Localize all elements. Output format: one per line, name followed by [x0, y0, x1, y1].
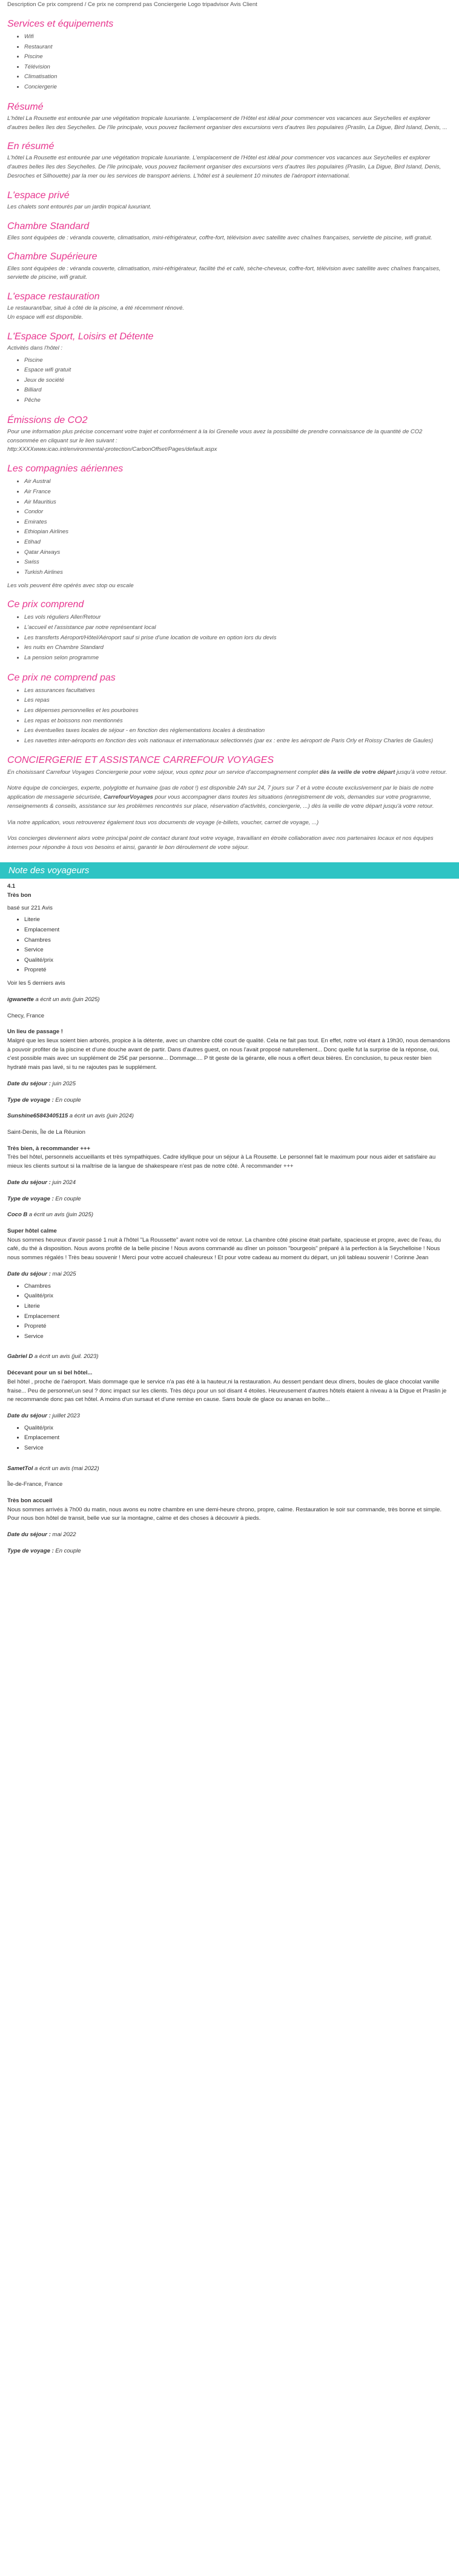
- services-list: [7, 32, 452, 93]
- review-text: Très bel hôtel, personnels accueillants et très sympathiques. Cadre idyllique pour un séjour à La Rousette. Le personnel fait le maximum pour nous aider et satisfaire au mieux les clients surtout si la maîtrise de la langue de shakespeare n'est pas de notre côté. À recommander +++: [7, 1154, 436, 1170]
- review-item: [7, 1203, 452, 1342]
- review-author-line: [7, 1211, 452, 1220]
- list-item: • Emplacement: [24, 925, 452, 936]
- list-item: • Les transferts Aéroport/Hôtel/Aéroport sauf si prise d'une location de voiture en option lors du devis: [24, 633, 452, 644]
- review-author[interactable]: SametTol: [7, 1465, 33, 1472]
- rating-score: 4.1: [7, 883, 16, 890]
- list-item: • Télévision: [24, 62, 452, 73]
- review-trip-type-label: Type de voyage :: [7, 1547, 54, 1554]
- list-item: • Emplacement: [24, 1433, 452, 1443]
- top-breadcrumb-line: Description Ce prix comprend / Ce prix ne comprend pas Conciergerie Logo tripadvisor Avis Client: [7, 1, 257, 8]
- review-date-value: juin 2024: [50, 1179, 76, 1186]
- list-item: • Qualité/prix: [24, 1423, 452, 1434]
- en-resume-text: L'hôtel La Rousette est entourée par une végétation tropicale luxuriante. L'emplacement de l'Hôtel est idéal pour commencer vos vacances aux Seychelles et explorer d'autres belles îles des Seychelles. De l'île principale, vous pouvez facilement organiser des excursions vers d'autres îles populaires (Praslin, La Digue, Bird Island, Denis, Desroches et Silhouette) par la mer ou les services de transport aériens. L'hôtel est à seulement 10 minutes de l'aéroport international.: [7, 155, 441, 179]
- review-author[interactable]: Coco B: [7, 1211, 28, 1219]
- en-resume-title: En résumé: [7, 141, 54, 152]
- review-by: a écrit un avis (juin 2024): [68, 1113, 134, 1120]
- review-by: a écrit un avis (juin 2025): [27, 1211, 94, 1219]
- list-item: • Les dépenses personnelles et les pourboires: [24, 706, 452, 716]
- list-item: • Jeux de société: [24, 376, 452, 386]
- list-item: • L'accueil et l'assistance par notre représentant local: [24, 623, 452, 633]
- review-trip-type: [7, 1096, 452, 1105]
- review-by: a écrit un avis (juin 2025): [33, 996, 100, 1003]
- see-all-reviews[interactable]: Voir les 5 derniers avis: [7, 980, 65, 987]
- list-item: • Climatisation: [24, 72, 452, 82]
- co2-text: Pour une information plus précise concernant votre trajet et conformément à la loi Grenelle vous avez la possibilité de prendre connaissance de la quantité de CO2 consommée en cliquant sur le lien suivant :: [7, 428, 423, 444]
- concierge-p1: En choisissant Carrefour Voyages Conciergerie pour votre séjour, vous optez pour un service d'accompagnement complet dès la veille de votre départ jusqu'à votre retour.: [7, 768, 447, 776]
- review-date-value: juin 2025: [50, 1080, 76, 1087]
- review-text: Nous sommes arrivés à 7h00 du matin, nous avons eu notre chambre en une demi-heure chrono, propre, calme. Restauration le soir sur commande, très bonne et simple. Pour nous bon hôtel de transit, belle vue sur la montagne, calme et des choses à découvrir à pieds.: [7, 1506, 442, 1522]
- review-text: Bel hôtel , proche de l'aéroport. Mais dommage que le service n'a pas été à la hauteur,ni la restauration. Au dessert pendant deux dîners, boules de glace chocolat vanille fraise... Peu de personnel,un seul ? donc impact sur les clients. Très déçu pour un sol disant 4 étoiles. Heureusement d'autres hôtels étaient à niveau à la Digue et Praslin je ne recommande donc pas cet hôtel. A moins d'un sursaut et d'une remise en cause. Sans boule de glace ou ananas en boîte...: [7, 1378, 447, 1403]
- list-item: • Emirates: [24, 518, 452, 528]
- chambre-superieure-text: Elles sont équipées de : véranda couverte, climatisation, mini-réfrigérateur, facilité thé et café, sèche-cheveux, coffre-fort, télévision avec satellite avec chaînes françaises, serviette de piscine, wifi gratuit.: [7, 265, 441, 281]
- review-date: [7, 1412, 452, 1421]
- compagnies-note: Les vols peuvent être opérés avec stop ou escale: [7, 582, 134, 589]
- list-item: • Les navettes inter-aéroports en fonction des vols nationaux et internationaux sélectionnés (par ex : entre les aéroport de Paris Orly et Roissy Charles de Gaules): [24, 736, 452, 747]
- concierge-p2: Notre équipe de concierges, experte, polyglotte et humaine (pas de robot !) est disponible 24h sur 24, 7 jours sur 7 et à votre écoute exclusivement par le biais de notre application de messagerie sécurisée, CarrefourVoyages pour vous accompagner dans toutes les situations (enregistrement de vols, demandes sur votre programme, renseignements & conseils, assistance sur les problèmes rencontrés sur place, réservation d'activités, conciergerie, ...) dès la veille de votre départ jusqu'à votre retour.: [7, 785, 434, 810]
- review-date-label: Date du séjour :: [7, 1270, 51, 1277]
- list-item: • Espace wifi gratuit: [24, 365, 452, 376]
- list-item: • Turkish Airlines: [24, 568, 452, 578]
- review-item: [7, 988, 452, 1105]
- sport-intro: Activités dans l'hôtel :: [7, 344, 63, 351]
- review-by: a écrit un avis (juil. 2023): [33, 1353, 99, 1360]
- ne-comprend-list: [7, 686, 452, 747]
- review-trip-type: [7, 1195, 452, 1204]
- chambre-standard-title: Chambre Standard: [7, 221, 90, 231]
- rating-criteria-list: [7, 915, 452, 976]
- list-item: • Emplacement: [24, 1312, 452, 1322]
- review-title: Super hôtel calme: [7, 1228, 57, 1235]
- review-item: [7, 1105, 452, 1203]
- review-item: [7, 1345, 452, 1453]
- review-date-label: Date du séjour :: [7, 1412, 51, 1419]
- list-item: • Les éventuelles taxes locales de séjour - en fonction des réglementations locales à destination: [24, 726, 452, 736]
- review-trip-type-value: En couple: [53, 1096, 81, 1103]
- review-location: Île-de-France, France: [7, 1481, 63, 1488]
- list-item: • Air Mauritius: [24, 498, 452, 508]
- review-by: a écrit un avis (mai 2022): [33, 1465, 99, 1472]
- concierge-p3: Via notre application, vous retrouverez également tous vos documents de voyage (e-billets, voucher, carnet de voyage, ...): [7, 819, 319, 826]
- list-item: • Propreté: [24, 965, 452, 976]
- review-trip-type: [7, 1547, 452, 1556]
- list-item: • Les vols réguliers Aller/Retour: [24, 613, 452, 623]
- restauration-title: L'espace restauration: [7, 291, 100, 302]
- review-date-label: Date du séjour :: [7, 1080, 51, 1087]
- list-item: • Propreté: [24, 1322, 452, 1332]
- list-item: • Qualité/prix: [24, 956, 452, 966]
- review-date-value: juillet 2023: [50, 1412, 80, 1419]
- espace-prive-title: L'espace privé: [7, 190, 70, 201]
- ne-comprend-title: Ce prix ne comprend pas: [7, 672, 116, 683]
- review-author[interactable]: Sunshine65843405115: [7, 1113, 68, 1120]
- review-author-line: [7, 1353, 452, 1362]
- review-date: [7, 1179, 452, 1188]
- review-location: Saint-Denis, Île de La Réunion: [7, 1129, 85, 1136]
- list-item: • Piscine: [24, 52, 452, 62]
- concierge-p4: Vos concierges deviennent alors votre principal point de contact durant tout votre voyage, travaillant en étroite collaboration avec nos partenaires locaux et nos équipes internes pour répondre à tous vos besoins et ainsi, garantir le bon déroulement de votre séjour.: [7, 835, 434, 851]
- restauration-text: Le restaurant/bar, situé à côté de la piscine, a été récemment rénové.: [7, 305, 185, 312]
- review-text: Nous sommes heureux d'avoir passé 1 nuit à l'hôtel "La Roussette" avant notre vol de retour. La chambre côté piscine était parfaite, spacieuse et propre, avec de l'eau, du café, du thé à disposition. Nous avons profité de la belle piscine ! Nous avons commandé au dîner un poisson "bourgeois" préparé à la perfection à la Seychelloise ! Nous nous sommes régalés ! Très beau souvenir ! Merci pour votre accueil chaleureux ! Et pour votre cadeau au moment du départ, un joli tableau souvenir ! Corinne Jean: [7, 1236, 441, 1262]
- rating-based: basé sur 221 Avis: [7, 904, 53, 911]
- review-author-line: [7, 1465, 452, 1474]
- review-date: [7, 1270, 452, 1279]
- list-item: • Pêche: [24, 396, 452, 406]
- services-title: Services et équipements: [7, 18, 114, 29]
- comprend-list: [7, 613, 452, 663]
- review-item: [7, 1457, 452, 1556]
- list-item: • Les repas: [24, 696, 452, 706]
- resume-text: L'hôtel La Rousette est entourée par une végétation tropicale luxuriante. L'emplacement de l'Hôtel est idéal pour commencer vos vacances aux Seychelles et explorer d'autres belles îles des Seychelles. De l'île principale, vous pouvez facilement organiser des excursions vers d'autres îles populaires (Praslin, La Digue, Bird Island, Denis, ...: [7, 115, 447, 131]
- list-item: • Piscine: [24, 356, 452, 366]
- co2-link[interactable]: http:XXXXwww.icao.int/environmental-protection/CarbonOffset/Pages/default.aspx: [7, 446, 217, 453]
- espace-prive-text: Les chalets sont entourés par un jardin tropical luxuriant.: [7, 203, 152, 210]
- list-item: • Conciergerie: [24, 82, 452, 93]
- review-trip-type-value: En couple: [53, 1547, 81, 1554]
- list-item: • les nuits en Chambre Standard: [24, 643, 452, 653]
- list-item: • Wifi: [24, 32, 452, 42]
- list-item: • Qualité/prix: [24, 1291, 452, 1302]
- sport-title: L'Espace Sport, Loisirs et Détente: [7, 331, 154, 342]
- list-item: • Etihad: [24, 537, 452, 548]
- list-item: • Billiard: [24, 385, 452, 396]
- review-trip-type-value: En couple: [53, 1195, 81, 1202]
- sport-list: [7, 356, 452, 406]
- list-item: • Ethiopian Airlines: [24, 527, 452, 537]
- review-title: Un lieu de passage !: [7, 1028, 63, 1036]
- list-item: • Service: [24, 1443, 452, 1454]
- chambre-superieure-title: Chambre Supérieure: [7, 251, 97, 262]
- review-author[interactable]: igwanette: [7, 996, 34, 1003]
- compagnies-title: Les compagnies aériennes: [7, 464, 124, 474]
- review-date-value: mai 2025: [50, 1270, 76, 1277]
- list-item: • Qatar Airways: [24, 548, 452, 558]
- list-item: • Literie: [24, 1302, 452, 1312]
- reviews-list: [7, 988, 452, 1556]
- list-item: • Air France: [24, 487, 452, 498]
- review-text: Malgré que les lieux soient bien arborés, propice à la détente, avec un chambre côté court de qualité. Cela ne fait pas tout. En effet, notre vol étant à 19h30, nous demandons à pouvoir profiter de la piscine et d'une douche avant de partir. Dans d'autres guest, on nous l'avait proposé naturellement... Donc quelle fut la surprise de la réponse, oui, c'est possible mais avec un supplément de 25€ par personne... Dommage.... P tit geste de la gérante, elle nous a offert deux bières. En conclusion, tu peux rester bien hydraté mais pas lavé, si tu ne rajoutes pas le supplément.: [7, 1037, 451, 1071]
- review-location: Checy, France: [7, 1012, 45, 1019]
- chambre-standard-text: Elles sont équipées de : véranda couverte, climatisation, mini-réfrigérateur, coffre-fort, télévision avec satellite avec chaînes françaises, serviette de piscine, wifi gratuit.: [7, 234, 432, 241]
- review-trip-type-label: Type de voyage :: [7, 1096, 54, 1103]
- review-date: [7, 1080, 452, 1089]
- rating-label: Très bon: [7, 891, 31, 899]
- comprend-title: Ce prix comprend: [7, 599, 84, 610]
- list-item: • Restaurant: [24, 42, 452, 53]
- list-item: • Air Austral: [24, 477, 452, 487]
- concierge-title: CONCIERGERIE ET ASSISTANCE CARREFOUR VOYAGES: [7, 755, 274, 766]
- review-date-value: mai 2022: [50, 1531, 76, 1539]
- review-author-line: [7, 996, 452, 1005]
- review-criteria-list: [7, 1282, 452, 1342]
- list-item: • Swiss: [24, 557, 452, 568]
- review-criteria-list: [7, 1423, 452, 1454]
- compagnies-list: [7, 477, 452, 577]
- list-item: • Condor: [24, 507, 452, 518]
- wifi-text: Un espace wifi est disponible.: [7, 313, 84, 321]
- list-item: • La pension selon programme: [24, 653, 452, 664]
- review-author[interactable]: Gabriel D: [7, 1353, 33, 1360]
- co2-title: Émissions de CO2: [7, 414, 88, 425]
- review-date: [7, 1531, 452, 1540]
- list-item: • Les assurances facultatives: [24, 686, 452, 696]
- list-item: • Service: [24, 945, 452, 956]
- review-author-line: [7, 1112, 452, 1121]
- list-item: • Chambres: [24, 936, 452, 946]
- notes-band: Note des voyageurs: [0, 862, 459, 879]
- list-item: • Les repas et boissons non mentionnés: [24, 716, 452, 727]
- list-item: • Chambres: [24, 1282, 452, 1292]
- list-item: • Literie: [24, 915, 452, 925]
- review-title: Très bien, à recommander +++: [7, 1145, 91, 1152]
- review-date-label: Date du séjour :: [7, 1179, 51, 1186]
- resume-title: Résumé: [7, 101, 44, 112]
- review-title: Très bon accueil: [7, 1497, 53, 1504]
- review-title: Décevant pour un si bel hôtel...: [7, 1370, 93, 1377]
- review-trip-type-label: Type de voyage :: [7, 1195, 54, 1202]
- review-date-label: Date du séjour :: [7, 1531, 51, 1539]
- list-item: • Service: [24, 1332, 452, 1342]
